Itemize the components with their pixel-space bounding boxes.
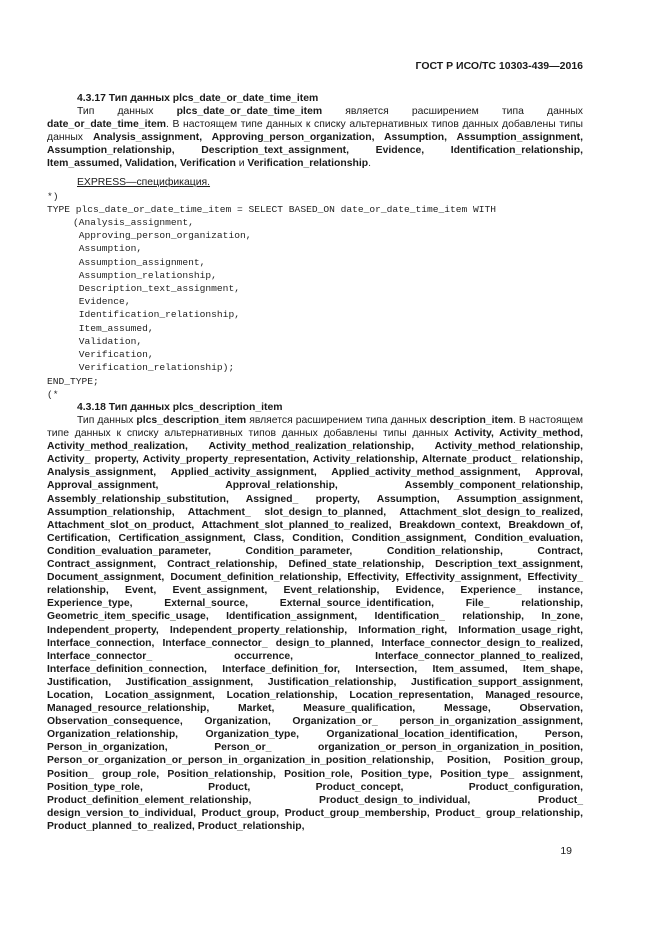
section-4317-heading: 4.3.17 Тип данных plcs_date_or_date_time_item [77,93,319,104]
paragraph-run: date_or_date_time_item [47,119,166,131]
section-4317-paragraph [47,105,583,170]
paragraph-run: plcs_description_item [136,415,247,426]
code-item-line: Item_assumed, [73,322,154,334]
express-code-block [47,190,583,401]
paragraph-run: и [235,158,248,170]
code-item-line: Description_text_assignment, [73,283,240,295]
code-item-line: Assumption_assignment, [73,256,206,268]
section-4318-paragraph [47,414,583,833]
code-item-line: Verification, [73,349,154,361]
code-comment-open: (* [47,388,59,400]
code-end-type: END_TYPE; [47,375,99,387]
paragraph-run: . [368,158,371,170]
express-spec-label [77,176,583,189]
express-spec-label-text: EXPRESS—спецификация. [77,176,211,188]
code-item-line: Assumption_relationship, [73,269,217,281]
code-type-line: TYPE plcs_date_or_date_time_item = SELECT BASED_ON date_or_date_time_item WITH [47,203,497,215]
code-comment-close: *) [47,190,59,202]
code-item-line: Evidence, [73,296,131,308]
code-item-line: Identification_relationship, [73,309,240,321]
paragraph-run: является расширением типа данных [322,106,583,118]
code-item-line: Verification_relationship); [73,362,235,374]
paragraph-run: Analysis_assignment, Approving_person_organization, Assumption, Assumption_assignment, Assumption_relationship, Description_text_assignment, Evidence, Identification_relationship, Item_assumed, Validation, Verification [47,132,583,170]
section-4318-heading: 4.3.18 Тип данных plcs_description_item [77,401,283,413]
code-item-line: Validation, [73,335,143,347]
paragraph-run: Activity, Activity_method, Activity_method_realization, Activity_method_realization_relationship, Activity_method_relationship, Activity_ property, Activity_property_representation, Activity_relationship, Alternate_product_ relationship, Analysis_assignment, Applied_activity_assignment, Applied_activity_method_assignment, Approval, Approval_assignment, Approval_relationship, Assembly_component_relationship, Assembly_relationship_substitution, Assigned_ property, Assumption, Assumption_assignment, Assumption_relationship, Attachment_ slot_design_to_planned, Attachment_slot_design_to_realized, Attachment_slot_on_product, Attachment_slot_planned_to_realized, Breakdown_context, Breakdown_of, Certification, Certification_assignment, Class, Condition, Condition_assignment, Condition_evaluation, Condition_evaluation_parameter, Condition_parameter, Condition_relationship, Contract, Contract_assignment, Contract_relationship, Defined_state_relationship, Description_text_assignment, Document_assignment, Document_definition_relationship, Effectivity, Effectivity_assignment, Effectivity_ relationship, Event, Event_assignment, Event_relationship, Evidence, Experience_ instance, Experience_type, External_source, External_source_identification, File_ relationship, Geometric_item_specific_usage, Identification_assignment, Identification_ relationship, In_zone, Independent_property, Independent_property_relationship, Information_right, Information_usage_right, Interface_connection, Interface_connector_ design_to_planned, Interface_connector_design_to_realized, Interface_connector_ occurrence, Interface_connector_planned_to_realized, Interface_definition_connection, Interface_definition_for, Intersection, Item_assumed, Item_shape, Justification, Justification_assignment, Justification_relationship, Justification_support_assignment, Location, Location_assignment, Location_relationship, Location_representation, Managed_resource, Managed_resource_relationship, Market, Measure_qualification, Message, Observation, Observation_consequence, Organization, Organization_or_ person_in_organization_assignment, Organization_relationship, Organization_type, Organizational_location_identification, Person, Person_in_organization, Person_or_ organization_or_person_in_organization_in_position, Person_or_organization_or_person_in_organization_in_position_relationship, Position, Position_group, Position_ group_role, Position_relationship, Position_role, Position_type, Position_type_ assignment, Position_type_role, Product, Product_concept, Product_configuration, Product_definition_element_relationship, Product_design_to_individual, Product_ design_version_to_individual, Product_group, Product_group_membership, Product_ group_relationship, Product_planned_to_realized, Product_relationship, [47,428,584,832]
paragraph-run: Verification_relationship [247,158,369,170]
code-item-line: (Analysis_assignment, [73,217,194,229]
paragraph-run: plcs_date_or_date_time_item [176,106,323,118]
code-item-line: Approving_person_organization, [73,230,252,242]
code-items [47,216,583,374]
paragraph-run: Тип данных [77,415,137,426]
code-item-line: Assumption, [73,243,143,255]
document-header: ГОСТ Р ИСО/ТС 10303-439—2016 [415,60,583,72]
paragraph-run: Тип данных [77,106,177,118]
paragraph-run: . В настоящем типе данных к списку альтернативных типов данных добавлены типы данных [47,119,583,144]
paragraph-run: является расширением типа данных [246,415,430,426]
page-number: 19 [560,845,572,857]
paragraph-run: . В настоящем типе данных к списку альтернативных типов данных добавлены типы данных [47,415,583,440]
paragraph-run: description_item [429,415,513,426]
document-body [47,92,583,833]
